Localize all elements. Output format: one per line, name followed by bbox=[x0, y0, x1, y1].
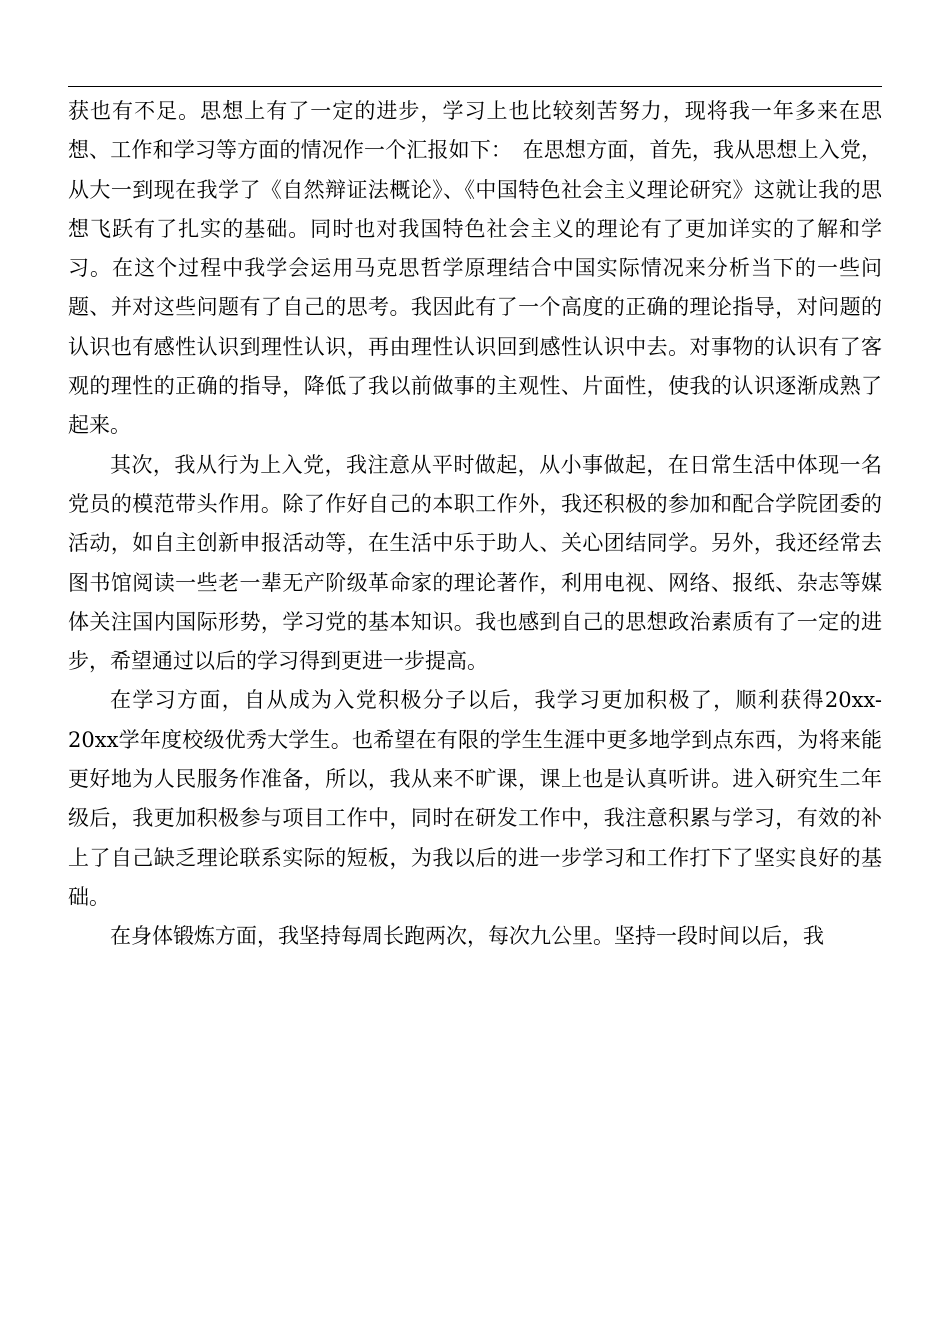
paragraph-behavior: 其次，我从行为上入党，我注意从平时做起，从小事做起，在日常生活中体现一名党员的模范带头作用。除了作好自己的本职工作外，我还积极的参加和配合学院团委的活动，如自主创新申报活动等，在生活中乐于助人、关心团结同学。另外，我还经常去图书馆阅读一些老一辈无产阶级革命家的理论著作，利用电视、网络、报纸、杂志等媒体关注国内国际形势，学习党的基本知识。我也感到自己的思想政治素质有了一定的进步，希望通过以后的学习得到更进一步提高。 bbox=[68, 452, 882, 674]
paragraph-continuation: 获也有不足。思想上有了一定的进步，学习上也比较刻苦努力，现将我一年多来在思想、工作和学习等方面的情况作一个汇报如下： 在思想方面，首先，我从思想上入党，从大一到现在我学了《自然辩证法概论》、《中国特色社会主义理论研究》这就让我的思想飞跃有了扎实的基础。同时也对我国特色社会主义的理论有了更加详实的了解和学习。在这个过程中我学会运用马克思哲学原理结合中国实际情况来分析当下的一些问题、并对这些问题有了自己的思考。我因此有了一个高度的正确的理论指导，对问题的认识也有感性认识到理性认识，再由理性认识回到感性认识中去。对事物的认识有了客观的理性的正确的指导，降低了我以前做事的主观性、片面性，使我的认识逐渐成熟了起来。 bbox=[68, 99, 882, 438]
header-rule bbox=[68, 86, 882, 87]
document-body bbox=[68, 92, 882, 957]
paragraph-study: 在学习方面，自从成为入党积极分子以后，我学习更加积极了，顺利获得20xx-20xx学年度校级优秀大学生。也希望在有限的学生生涯中更多地学到点东西，为将来能更好地为人民服务作准备，所以，我从来不旷课，课上也是认真听讲。进入研究生二年级后，我更加积极参与项目工作中，同时在研发工作中，我注意积累与学习，有效的补上了自己缺乏理论联系实际的短板，为我以后的进一步学习和工作打下了坚实良好的基础。 bbox=[68, 688, 882, 909]
paragraph-exercise: 在身体锻炼方面，我坚持每周长跑两次，每次九公里。坚持一段时间以后，我 bbox=[110, 924, 824, 949]
